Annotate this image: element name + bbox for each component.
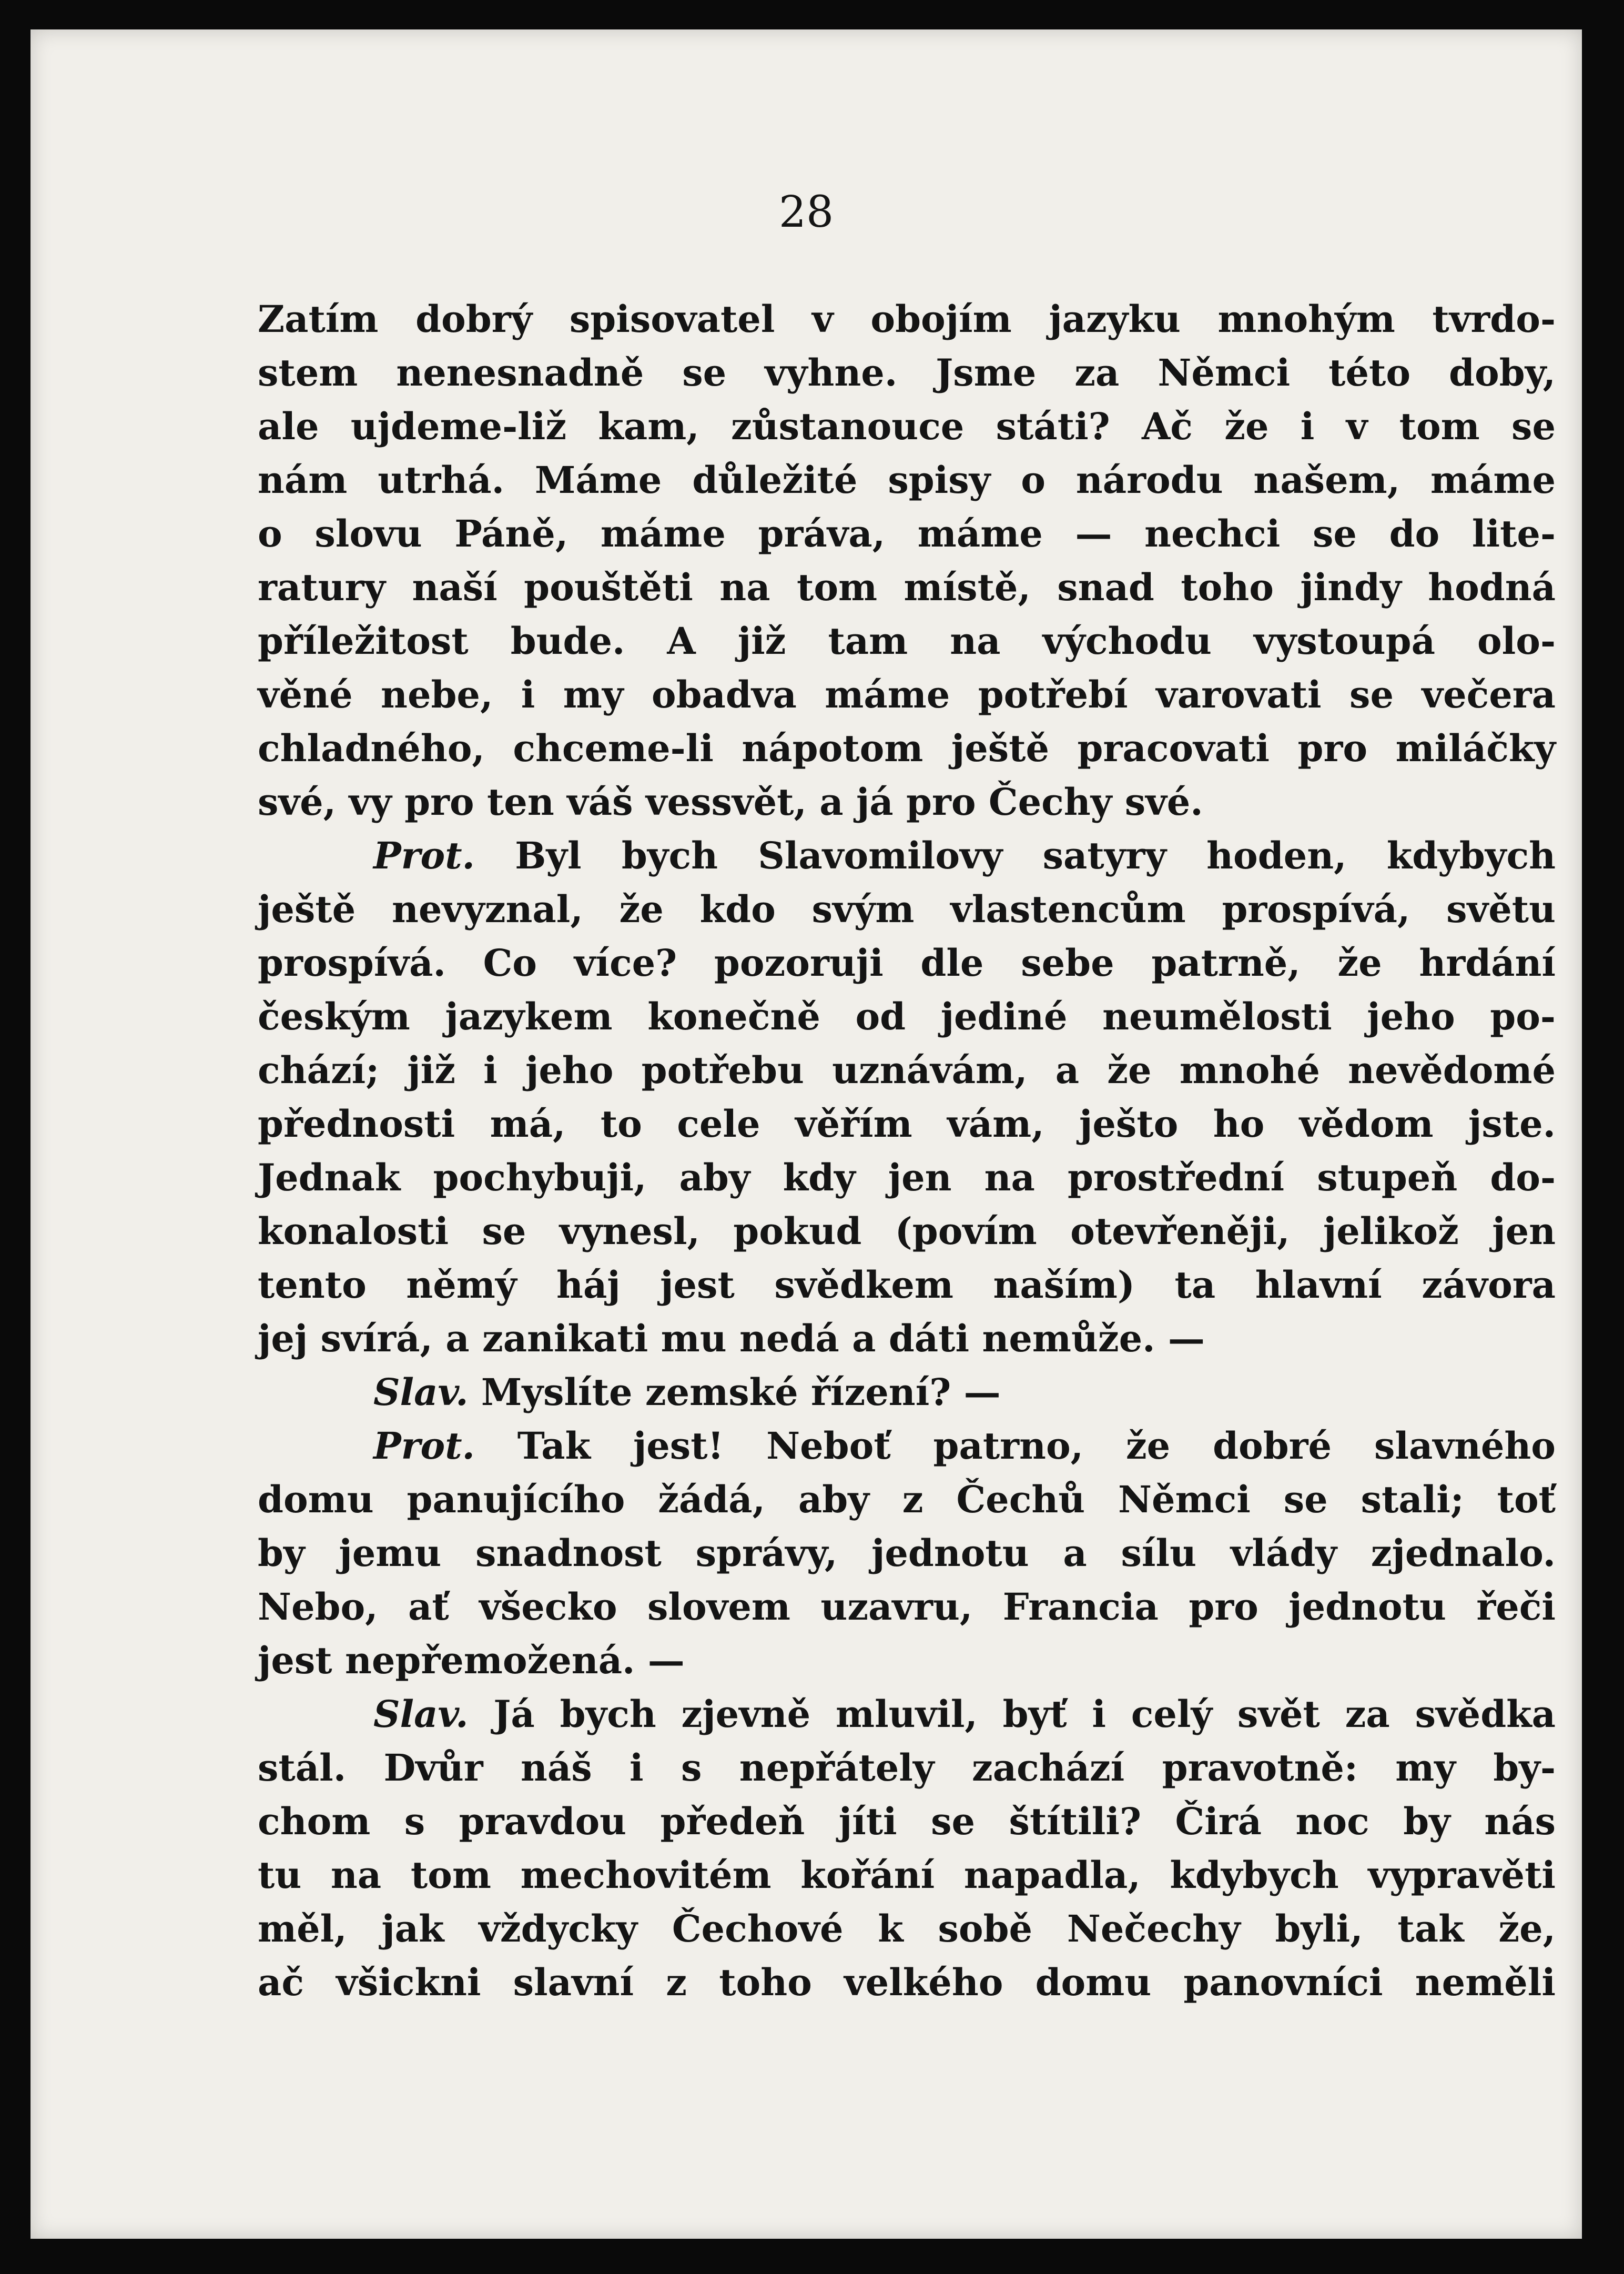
dialogue-line (258, 1687, 1556, 1741)
text-line: stem nenesnadně se vyhne. Jsme za Němci této doby, (258, 351, 1556, 395)
text-line: tu na tom mechovitém kořání napadla, kdybych vypravěti (258, 1853, 1556, 1897)
dialogue-line (258, 829, 1556, 883)
dialogue-line (258, 1366, 1556, 1419)
text-line: domu panujícího žádá, aby z Čechů Němci se stali; toť (258, 1478, 1556, 1521)
dialogue-line (258, 1419, 1556, 1473)
speaker-label: Slav. (373, 1370, 469, 1414)
text-line: příležitost bude. A již tam na východu vystoupá olo- (258, 619, 1556, 663)
text-line: ale ujdeme-liž kam, zůstanouce státi? Ač že i v tom se (258, 405, 1556, 448)
text-line: Jednak pochybuji, aby kdy jen na prostřední stupeň do- (258, 1156, 1556, 1199)
text-line: o slovu Páně, máme práva, máme — nechci se do lite- (258, 512, 1556, 555)
text-line: nám utrhá. Máme důležité spisy o národu našem, máme (258, 458, 1556, 502)
text-line: jest nepřemožená. — (258, 1639, 685, 1682)
text-line: prospívá. Co více? pozoruji dle sebe patrně, že hrdání (258, 941, 1556, 985)
text-line: tento němý háj jest svědkem naším) ta hlavní závora (258, 1263, 1556, 1307)
speaker-label: Prot. (373, 1424, 475, 1468)
text-line: ratury naší pouštěti na tom místě, snad toho jindy hodná (258, 565, 1556, 609)
text-line: chom s pravdou předeň jíti se štítili? Čirá noc by nás (258, 1800, 1556, 1843)
dialogue-text: Myslíte zemské řízení? — (468, 1370, 1001, 1414)
book-page (31, 29, 1582, 2239)
text-line: přednosti má, to cele věřím vám, ješto ho vědom jste. (258, 1102, 1556, 1146)
text-line: věné nebe, i my obadva máme potřebí varovati se večera (258, 673, 1556, 716)
dialogue-text: Byl bych Slavomilovy satyry hoden, kdybych (474, 834, 1556, 877)
speaker-label: Prot. (373, 834, 475, 877)
text-line: chladného, chceme-li nápotom ještě pracovati pro miláčky (258, 726, 1556, 770)
page-number: 28 (778, 187, 834, 237)
text-line: českým jazykem konečně od jediné neumělosti jeho po- (258, 995, 1556, 1038)
text-line: chází; již i jeho potřebu uznávám, a že mnohé nevědomé (258, 1048, 1556, 1092)
text-line: konalosti se vynesl, pokud (povím otevřeněji, jelikož jen (258, 1209, 1556, 1253)
text-line: stál. Dvůr náš i s nepřátely zachází pravotně: my by- (258, 1746, 1556, 1790)
text-line: ač všickni slavní z toho velkého domu panovníci neměli (258, 1960, 1556, 2004)
dialogue-text: Tak jest! Neboť patrno, že dobré slavného (474, 1424, 1556, 1468)
dialogue-text: Já bych zjevně mluvil, byť i celý svět za svědka (468, 1692, 1556, 1736)
text-line: Nebo, ať všecko slovem uzavru, Francia pro jednotu řeči (258, 1585, 1556, 1629)
speaker-label: Slav. (373, 1692, 469, 1736)
text-line: své, vy pro ten váš vessvět, a já pro Čechy své. (258, 780, 1203, 824)
text-line: by jemu snadnost správy, jednotu a sílu vlády zjednalo. (258, 1531, 1556, 1575)
text-line: Zatím dobrý spisovatel v obojím jazyku mnohým tvrdo- (258, 297, 1556, 341)
text-line: měl, jak vždycky Čechové k sobě Nečechy byli, tak že, (258, 1907, 1556, 1950)
body-text (258, 292, 1556, 2009)
text-line: jej svírá, a zanikati mu nedá a dáti nemůže. — (258, 1317, 1205, 1360)
text-line: ještě nevyznal, že kdo svým vlastencům prospívá, světu (258, 887, 1556, 931)
